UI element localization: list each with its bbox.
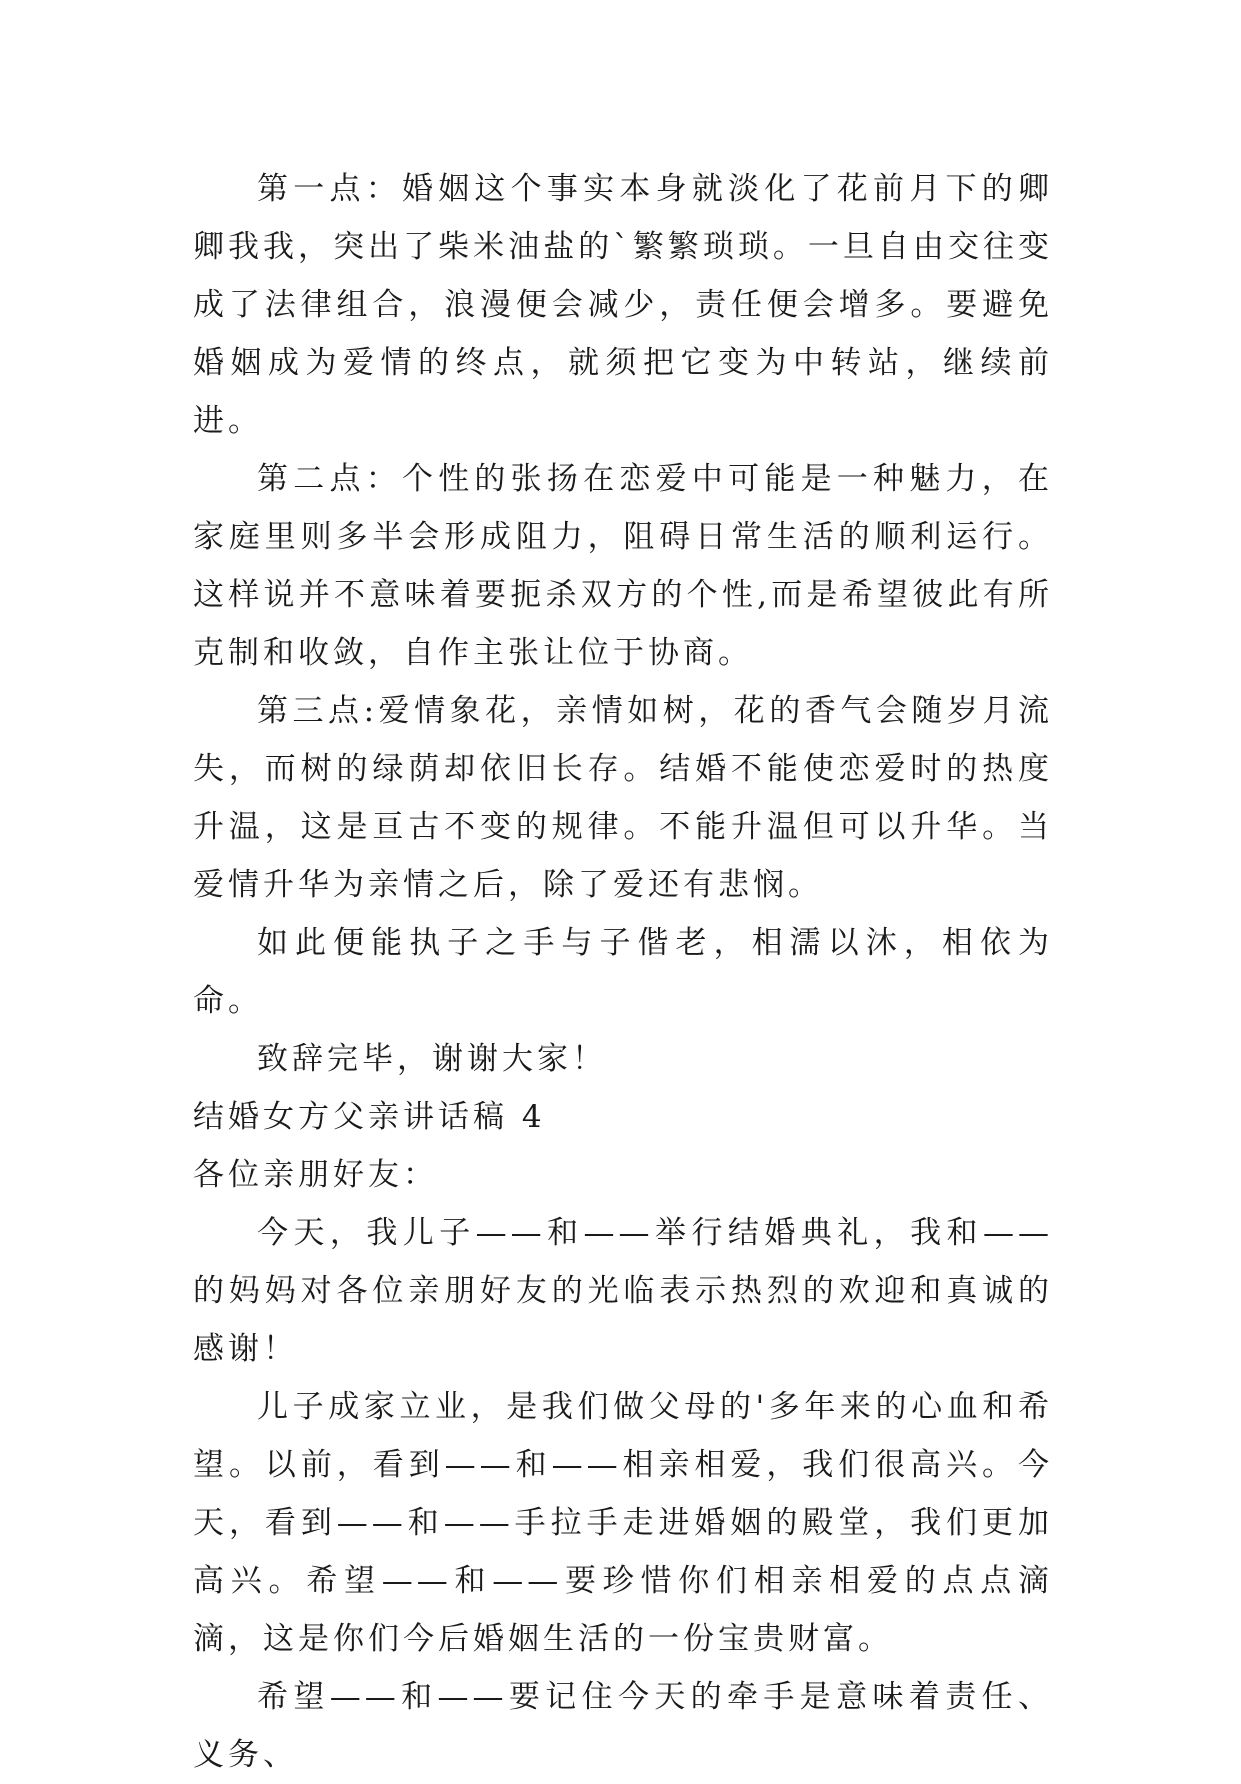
paragraph-point-two: 第二点：个性的张扬在恋爱中可能是一种魅力，在家庭里则多半会形成阻力，阻碍日常生活的顺利运行。这样说并不意味着要扼杀双方的个性,而是希望彼此有所克制和收敛，自作主张让位于协商。 — [193, 461, 1053, 671]
paragraph-point-three: 第三点:爱情象花，亲情如树，花的香气会随岁月流失，而树的绿荫却依旧长存。结婚不能使恋爱时的热度升温，这是亘古不变的规律。不能升温但可以升华。当爱情升华为亲情之后，除了爱还有悲悯。 — [193, 693, 1053, 903]
paragraph-welcome: 今天，我儿子——和——举行结婚典礼，我和——的妈妈对各位亲朋好友的光临表示热烈的欢迎和真诚的感谢！ — [193, 1215, 1053, 1367]
paragraph-point-one: 第一点：婚姻这个事实本身就淡化了花前月下的卿卿我我，突出了柴米油盐的`繁繁琐琐。一旦自由交往变成了法律组合，浪漫便会减少，责任便会增多。要避免婚姻成为爱情的终点，就须把它变为中转站，继续前进。 — [193, 171, 1053, 439]
paragraph-parents-hope: 儿子成家立业，是我们做父母的'多年来的心血和希望。以前，看到——和——相亲相爱，我们很高兴。今天，看到——和——手拉手走进婚姻的殿堂，我们更加高兴。希望——和——要珍惜你们相亲相爱的点点滴滴，这是你们今后婚姻生活的一份宝贵财富。 — [193, 1389, 1053, 1657]
paragraph-closing-wish: 如此便能执子之手与子偕老，相濡以沐，相依为命。 — [193, 925, 1053, 1019]
salutation: 各位亲朋好友： — [193, 1157, 438, 1193]
document-page — [193, 160, 1053, 1784]
paragraph-responsibility: 希望——和——要记住今天的牵手是意味着责任、义务、 — [193, 1679, 1053, 1773]
paragraph-speech-end: 致辞完毕，谢谢大家！ — [257, 1041, 607, 1077]
section-heading: 结婚女方父亲讲话稿 4 — [193, 1099, 546, 1135]
